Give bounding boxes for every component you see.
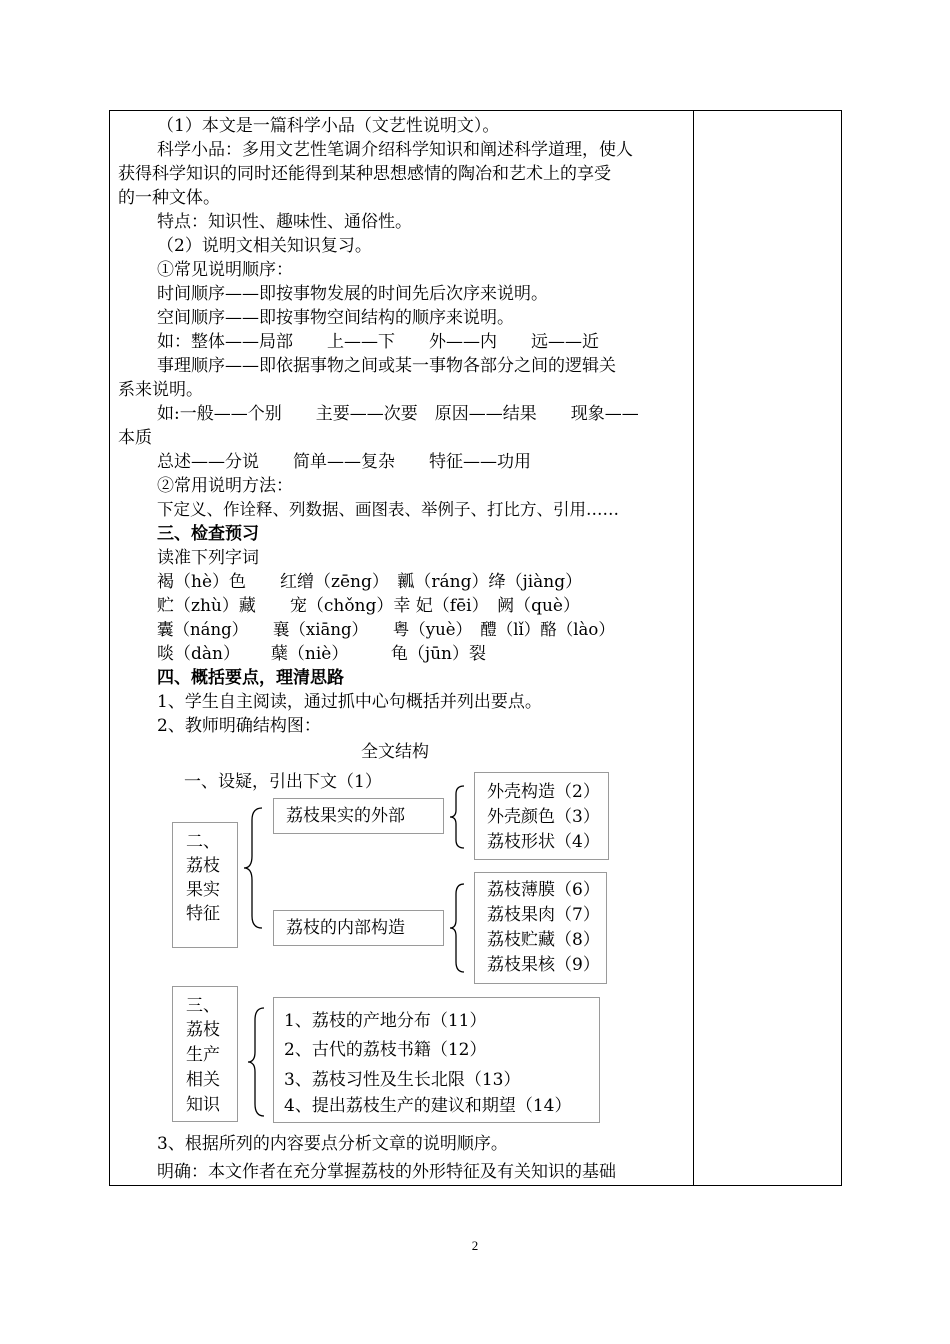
text-line: ②常用说明方法： — [157, 476, 293, 496]
text-line: 系来说明。 — [118, 380, 203, 400]
part3-label-line: 知识 — [186, 1095, 220, 1115]
diagram-part1: 一、设疑，引出下文（1） — [184, 772, 382, 792]
text-line: 3、根据所列的内容要点分析文章的说明顺序。 — [157, 1134, 508, 1154]
outer-item: 外壳构造（2） — [487, 782, 600, 802]
part2-label-line: 特征 — [186, 904, 220, 924]
text-line: ①常见说明顺序： — [157, 260, 293, 280]
text-line: 2、教师明确结构图： — [157, 716, 321, 736]
page-number: 2 — [471, 1238, 479, 1253]
text-line: 特点：知识性、趣味性、通俗性。 — [157, 212, 412, 232]
part2-label-line: 二、 — [186, 832, 220, 852]
brace-icon — [448, 784, 468, 850]
text-line: 啖（dàn） 蘖（niè） 龟（jūn）裂 — [157, 644, 486, 664]
inner-item: 荔枝薄膜（6） — [487, 880, 600, 900]
text-line: 囊（náng） 襄（xiāng） 粤（yuè） 醴（lǐ）酪（lào） — [157, 620, 615, 639]
text-line: 1、学生自主阅读，通过抓中心句概括并列出要点。 — [157, 692, 542, 712]
text-line: 如：整体——局部 上——下 外——内 远——近 — [157, 332, 599, 352]
part2-label-line: 荔枝 — [186, 856, 220, 876]
inner-item: 荔枝果核（9） — [487, 955, 600, 975]
text-line: 时间顺序——即按事物发展的时间先后次序来说明。 — [157, 284, 548, 304]
text-line: 本质 — [118, 428, 152, 448]
inner-label: 荔枝的内部构造 — [286, 918, 405, 938]
outer-item: 外壳颜色（3） — [487, 807, 600, 827]
brace-icon — [448, 882, 468, 974]
text-line: 褐（hè）色 红缯（zēng） 瓤（ráng）绛（jiàng） — [157, 572, 583, 592]
part3-item: 3、荔枝习性及生长北限（13） — [284, 1070, 521, 1090]
text-line: 下定义、作诠释、列数据、画图表、举例子、打比方、引用…… — [157, 500, 619, 519]
part3-label-line: 相关 — [186, 1070, 220, 1090]
text-line: 明确：本文作者在充分掌握荔枝的外形特征及有关知识的基础 — [157, 1162, 616, 1182]
part3-label-line: 生产 — [186, 1045, 220, 1065]
inner-item: 荔枝果肉（7） — [487, 905, 600, 925]
part3-item: 2、古代的荔枝书籍（12） — [284, 1040, 487, 1060]
outer-item: 荔枝形状（4） — [487, 832, 600, 852]
text-line: 获得科学知识的同时还能得到某种思想感情的陶冶和艺术上的享受 — [118, 164, 611, 184]
part2-label-line: 果实 — [186, 880, 220, 900]
part3-label-line: 三、 — [186, 996, 220, 1016]
section-heading: 四、概括要点，理清思路 — [157, 668, 344, 688]
text-line: （1）本文是一篇科学小品（文艺性说明文）。 — [157, 116, 500, 136]
text-line: 贮（zhù）藏 宠（chǒng）幸 妃（fēi） 阙（què） — [157, 596, 580, 616]
section-heading: 三、检查预习 — [157, 524, 259, 544]
brace-icon — [246, 1006, 268, 1118]
part3-item: 1、荔枝的产地分布（11） — [284, 1011, 487, 1031]
column-divider — [693, 111, 694, 1185]
text-line: 读准下列字词 — [157, 548, 259, 568]
part3-label-line: 荔枝 — [186, 1020, 220, 1040]
text-line: 总述——分说 简单——复杂 特征——功用 — [157, 452, 531, 472]
brace-icon — [242, 806, 266, 930]
inner-item: 荔枝贮藏（8） — [487, 930, 600, 950]
part3-item: 4、提出荔枝生产的建议和期望（14） — [284, 1096, 572, 1116]
text-line: 空间顺序——即按事物空间结构的顺序来说明。 — [157, 308, 514, 328]
outer-label: 荔枝果实的外部 — [286, 806, 405, 826]
diagram-title: 全文结构 — [361, 742, 429, 762]
text-line: 的一种文体。 — [118, 188, 220, 208]
text-line: （2）说明文相关知识复习。 — [157, 236, 372, 256]
text-line: 科学小品：多用文艺性笔调介绍科学知识和阐述科学道理，使人 — [157, 140, 633, 160]
text-line: 如:一般——个别 主要——次要 原因——结果 现象—— — [157, 404, 639, 424]
text-line: 事理顺序——即依据事物之间或某一事物各部分之间的逻辑关 — [157, 356, 616, 376]
